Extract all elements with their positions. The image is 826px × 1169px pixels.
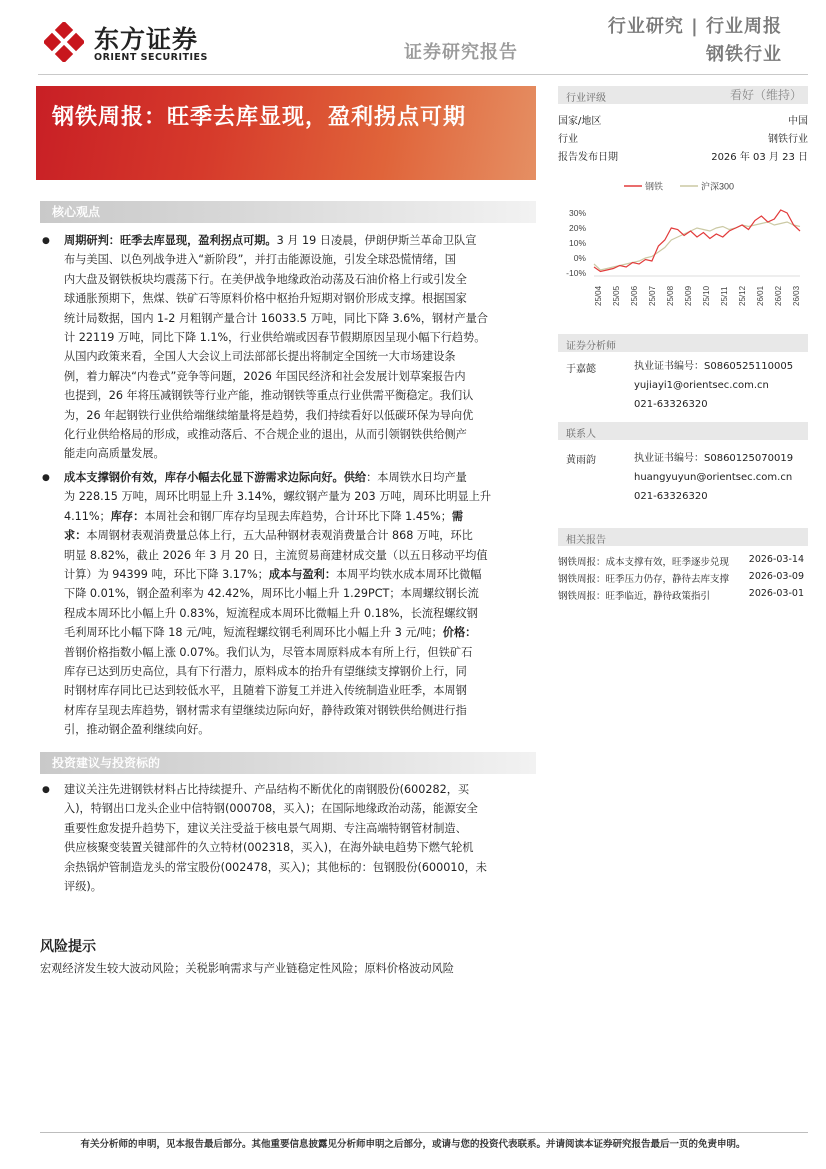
text-line: 下降 0.01%，钢企盈利率为 42.42%，周环比小幅上升 1.29PCT；本周螺纹钢长流 — [64, 587, 479, 601]
logo-cn-text: 东方证券 — [94, 25, 199, 54]
core-paragraph-2 — [64, 468, 528, 740]
text-line: 时钢材库存同比已达到较低水平，且随着下游复工并进入传统制造业旺季，本周钢 — [64, 684, 467, 698]
text-span: ：本周铁水日均产量 — [366, 471, 467, 484]
info-value: 中国 — [788, 116, 808, 127]
bullet-icon: ● — [42, 785, 50, 795]
bold-span: 供给 — [343, 471, 367, 484]
related-title[interactable]: 钢铁周报：成本支撑有效，旺季逐步兑现 — [558, 557, 730, 568]
bold-span: 价格： — [442, 626, 477, 640]
section-header-core — [40, 201, 536, 223]
x-tick-label: 25/11 — [720, 286, 729, 306]
analyst-email[interactable]: yujiayi1@orientsec.com.cn — [634, 380, 769, 391]
text-line: 程成本周环比小幅上升 0.83%，短流程成本周环比微幅上升 0.18%，长流程螺纹钢 — [64, 606, 478, 620]
performance-chart — [558, 176, 808, 326]
x-tick-label: 25/04 — [594, 285, 603, 306]
text-line: 评级)。 — [64, 880, 102, 894]
section-title: 投资建议与投资标的 — [52, 756, 161, 770]
contact-cert: 执业证书编号：S0860125070019 — [634, 453, 794, 464]
text-line: 余热锅炉管制造龙头的常宝股份(002478，买入)；其他标的：包钢股份(600010，未 — [64, 860, 487, 874]
text-line: 普钢价格指数小幅上涨 0.07%。我们认为，尽管本周原料成本有所上行，但铁矿石 — [64, 645, 473, 659]
company-logo — [44, 18, 219, 64]
text-line: 明显 8.82%，截止 2026 年 3 月 20 日，主流贸易商建材成交量（以五日移动平均值 — [64, 548, 488, 562]
invest-paragraph — [64, 780, 528, 896]
related-report[interactable] — [558, 588, 808, 604]
text-span: 本周社会和钢厂库存均呈现去库趋势，合计环比下降 1.45%； — [144, 509, 452, 523]
text-line: 为 228.15 万吨，周环比明显上升 3.14%，螺纹钢产量为 203 万吨，周环比明显上升 — [64, 490, 492, 504]
related-date: 2026-03-14 — [748, 554, 804, 565]
y-tick-label: 30% — [568, 208, 586, 218]
analyst-box — [558, 334, 808, 352]
contact-info — [634, 449, 793, 506]
report-type: 证券研究报告 — [404, 42, 518, 63]
text-line: 为，26 年起钢铁行业供给端继续缩量将是趋势，我们持续看好以低碳环保为导向优 — [64, 408, 474, 422]
text-line: 重要性愈发提升趋势下，建议关注受益于核电景气周期、专注高端特钢管材制造、 — [64, 821, 467, 835]
lead-text: 成本支撑钢价有效，库存小幅去化显下游需求边际向好。 — [64, 471, 344, 484]
text-line: 能走向高质量发展。 — [64, 447, 165, 461]
section-title: 核心观点 — [52, 205, 101, 219]
analyst-phone: 021-63326320 — [634, 399, 708, 410]
related-box — [558, 528, 808, 546]
text-line: 化行业供给格局的形成，或推动落后、不合规企业的退出，从而引领钢铁供给侧产 — [64, 428, 467, 442]
text-line: 例，着力解决“内卷式”竞争等问题，2026 年国民经济和社会发展计划草案报告内 — [64, 369, 466, 383]
info-value: 2026 年 03 月 23 日 — [711, 152, 808, 163]
text-span: 本周钢材表观消费量总体上行，五大品种钢材表观消费量合计 868 万吨，环比 — [86, 529, 473, 543]
x-tick-label: 25/07 — [648, 285, 657, 306]
text-line — [64, 526, 528, 545]
y-tick-label: -10% — [566, 268, 586, 278]
contact-phone: 021-63326320 — [634, 491, 708, 502]
report-category: 行业研究 | 行业周报 — [607, 16, 782, 37]
bold-span: 需 — [451, 509, 464, 523]
y-tick-label: 0% — [573, 253, 586, 263]
header-divider — [38, 74, 808, 75]
series-line — [594, 222, 800, 270]
page-title: 钢铁周报：旺季去库显现，盈利拐点可期 — [52, 105, 467, 130]
bold-span: 库存： — [110, 509, 145, 523]
analyst-name: 于嘉懿 — [566, 364, 596, 375]
x-tick-label: 25/12 — [738, 285, 747, 306]
text-line: 供应核聚变装置关键部件的久立特材(002318，买入)，在海外缺电趋势下燃气轮机 — [64, 841, 474, 855]
rating-box — [558, 86, 808, 104]
analyst-label: 证券分析师 — [566, 341, 616, 352]
info-key: 行业 — [558, 134, 578, 145]
analyst-cert: 执业证书编号：S0860525110005 — [634, 361, 794, 372]
x-tick-label: 25/05 — [612, 285, 621, 306]
text-span: 4.11%； — [64, 509, 111, 523]
text-line — [64, 623, 528, 642]
x-tick-label: 25/10 — [702, 285, 711, 306]
y-tick-label: 10% — [568, 238, 586, 248]
text-span: 毛利周环比小幅下降 18 元/吨，短流程螺纹钢毛利周环比小幅上升 3 元/吨； — [64, 626, 443, 640]
text-line — [64, 565, 528, 584]
text-line: 从国内政策来看，全国人大会议上司法部部长提出将制定全国统一大市场建设条 — [64, 350, 456, 364]
footer-disclaimer: 有关分析师的申明，见本报告最后部分。其他重要信息披露见分析师申明之后部分，或请与您的投资代表联系。并请阅读本证券研究报告最后一页的免责申明。 — [80, 1139, 746, 1150]
legend-label: 沪深300 — [701, 181, 735, 192]
text-line: 球通胀预期下，焦煤、铁矿石等原料价格中枢抬升短期对钢价形成支撑。根据国家 — [64, 292, 467, 306]
related-date: 2026-03-09 — [748, 571, 804, 582]
text-line: 也提到，26 年将压减钢铁等行业产能，推动钢铁等重点行业供需平衡稳定。我们认 — [64, 389, 474, 403]
info-row — [558, 130, 808, 146]
contact-box — [558, 422, 808, 440]
x-tick-label: 25/08 — [666, 285, 675, 306]
text-line: 入)，特钢出口龙头企业中信特钢(000708，买入)；在国际地缘政治动荡，能源安全 — [64, 802, 478, 816]
info-row — [558, 148, 808, 164]
text-line: 布与美国、以色列战争进入“新阶段”，并打击能源设施，引发全球恐慌情绪，国 — [64, 253, 456, 267]
text-span: 本周平均铁水成本周环比微幅 — [336, 568, 482, 582]
legend-label: 钢铁 — [645, 181, 664, 192]
text-line: 内大盘及钢铁板块均震荡下行。在美伊战争地缘政治动荡及石油价格上行或引发全 — [64, 272, 467, 286]
text-line: 统计局数据，国内 1-2 月粗钢产量合计 16033.5 万吨，同比下降 3.6%，钢材产量合 — [64, 311, 488, 325]
contact-name: 黄雨韵 — [566, 455, 596, 466]
x-tick-label: 25/09 — [684, 285, 693, 306]
bold-span: 求： — [64, 529, 87, 543]
bold-span: 成本与盈利： — [268, 568, 337, 582]
contact-email[interactable]: huangyuyun@orientsec.com.cn — [634, 472, 793, 483]
core-paragraph-1 — [64, 231, 528, 464]
text-span: 3 月 19 日凌晨，伊朗伊斯兰革命卫队宣 — [276, 234, 477, 247]
text-line: 库存已达到历史高位，具有下行潜力，原料成本的抬升有望继续支撑钢价上行，同 — [64, 665, 467, 679]
info-key: 国家/地区 — [558, 116, 602, 127]
info-key: 报告发布日期 — [558, 152, 618, 163]
text-span: 计算）为 94399 吨，环比下降 3.17%； — [64, 568, 269, 582]
contact-label: 联系人 — [566, 429, 596, 440]
related-report[interactable] — [558, 554, 808, 570]
y-tick-label: 20% — [568, 223, 586, 233]
related-title[interactable]: 钢铁周报：旺季压力仍存，静待去库支撑 — [558, 574, 730, 585]
risk-title: 风险提示 — [40, 939, 96, 955]
text-line — [64, 231, 528, 250]
related-label: 相关报告 — [566, 535, 606, 546]
text-line: 材库存呈现去库趋势，钢材需求有望继续边际向好，静待政策对钢铁供给侧进行指 — [64, 703, 467, 717]
bullet-icon: ● — [42, 473, 50, 483]
logo-mark-icon — [44, 22, 84, 62]
related-title[interactable]: 钢铁周报：旺季临近，静待政策指引 — [558, 591, 711, 602]
analyst-info — [634, 357, 793, 414]
lead-text: 周期研判：旺季去库显现，盈利拐点可期。 — [64, 234, 277, 247]
logo-en-text: ORIENT SECURITIES — [94, 52, 208, 63]
info-row — [558, 112, 808, 128]
info-value: 钢铁行业 — [768, 134, 808, 145]
text-line: 计 22119 万吨，同比下降 1.1%，行业供给端或因春节假期原因呈现小幅下行趋势。 — [64, 331, 486, 345]
x-tick-label: 26/03 — [792, 285, 801, 306]
text-line — [64, 507, 528, 526]
risk-text: 宏观经济发生较大波动风险；关税影响需求与产业链稳定性风险；原料价格波动风险 — [40, 962, 454, 975]
related-report[interactable] — [558, 571, 808, 587]
text-line: 建议关注先进钢铁材料占比持续提升、产品结构不断优化的南钢股份(600282，买 — [64, 783, 470, 796]
bullet-icon: ● — [42, 236, 50, 246]
x-tick-label: 26/01 — [756, 285, 765, 306]
footer-divider — [40, 1132, 808, 1133]
rating-value: 看好（维持） — [729, 88, 802, 102]
text-line — [64, 468, 528, 487]
section-header-invest — [40, 752, 536, 774]
x-tick-label: 25/06 — [630, 285, 639, 306]
series-line — [594, 210, 800, 272]
text-line: 引，推动钢企盈利继续向好。 — [64, 723, 210, 737]
rating-label: 行业评级 — [566, 93, 606, 104]
x-tick-label: 26/02 — [774, 285, 783, 306]
related-date: 2026-03-01 — [748, 588, 804, 599]
report-industry: 钢铁行业 — [706, 44, 782, 65]
